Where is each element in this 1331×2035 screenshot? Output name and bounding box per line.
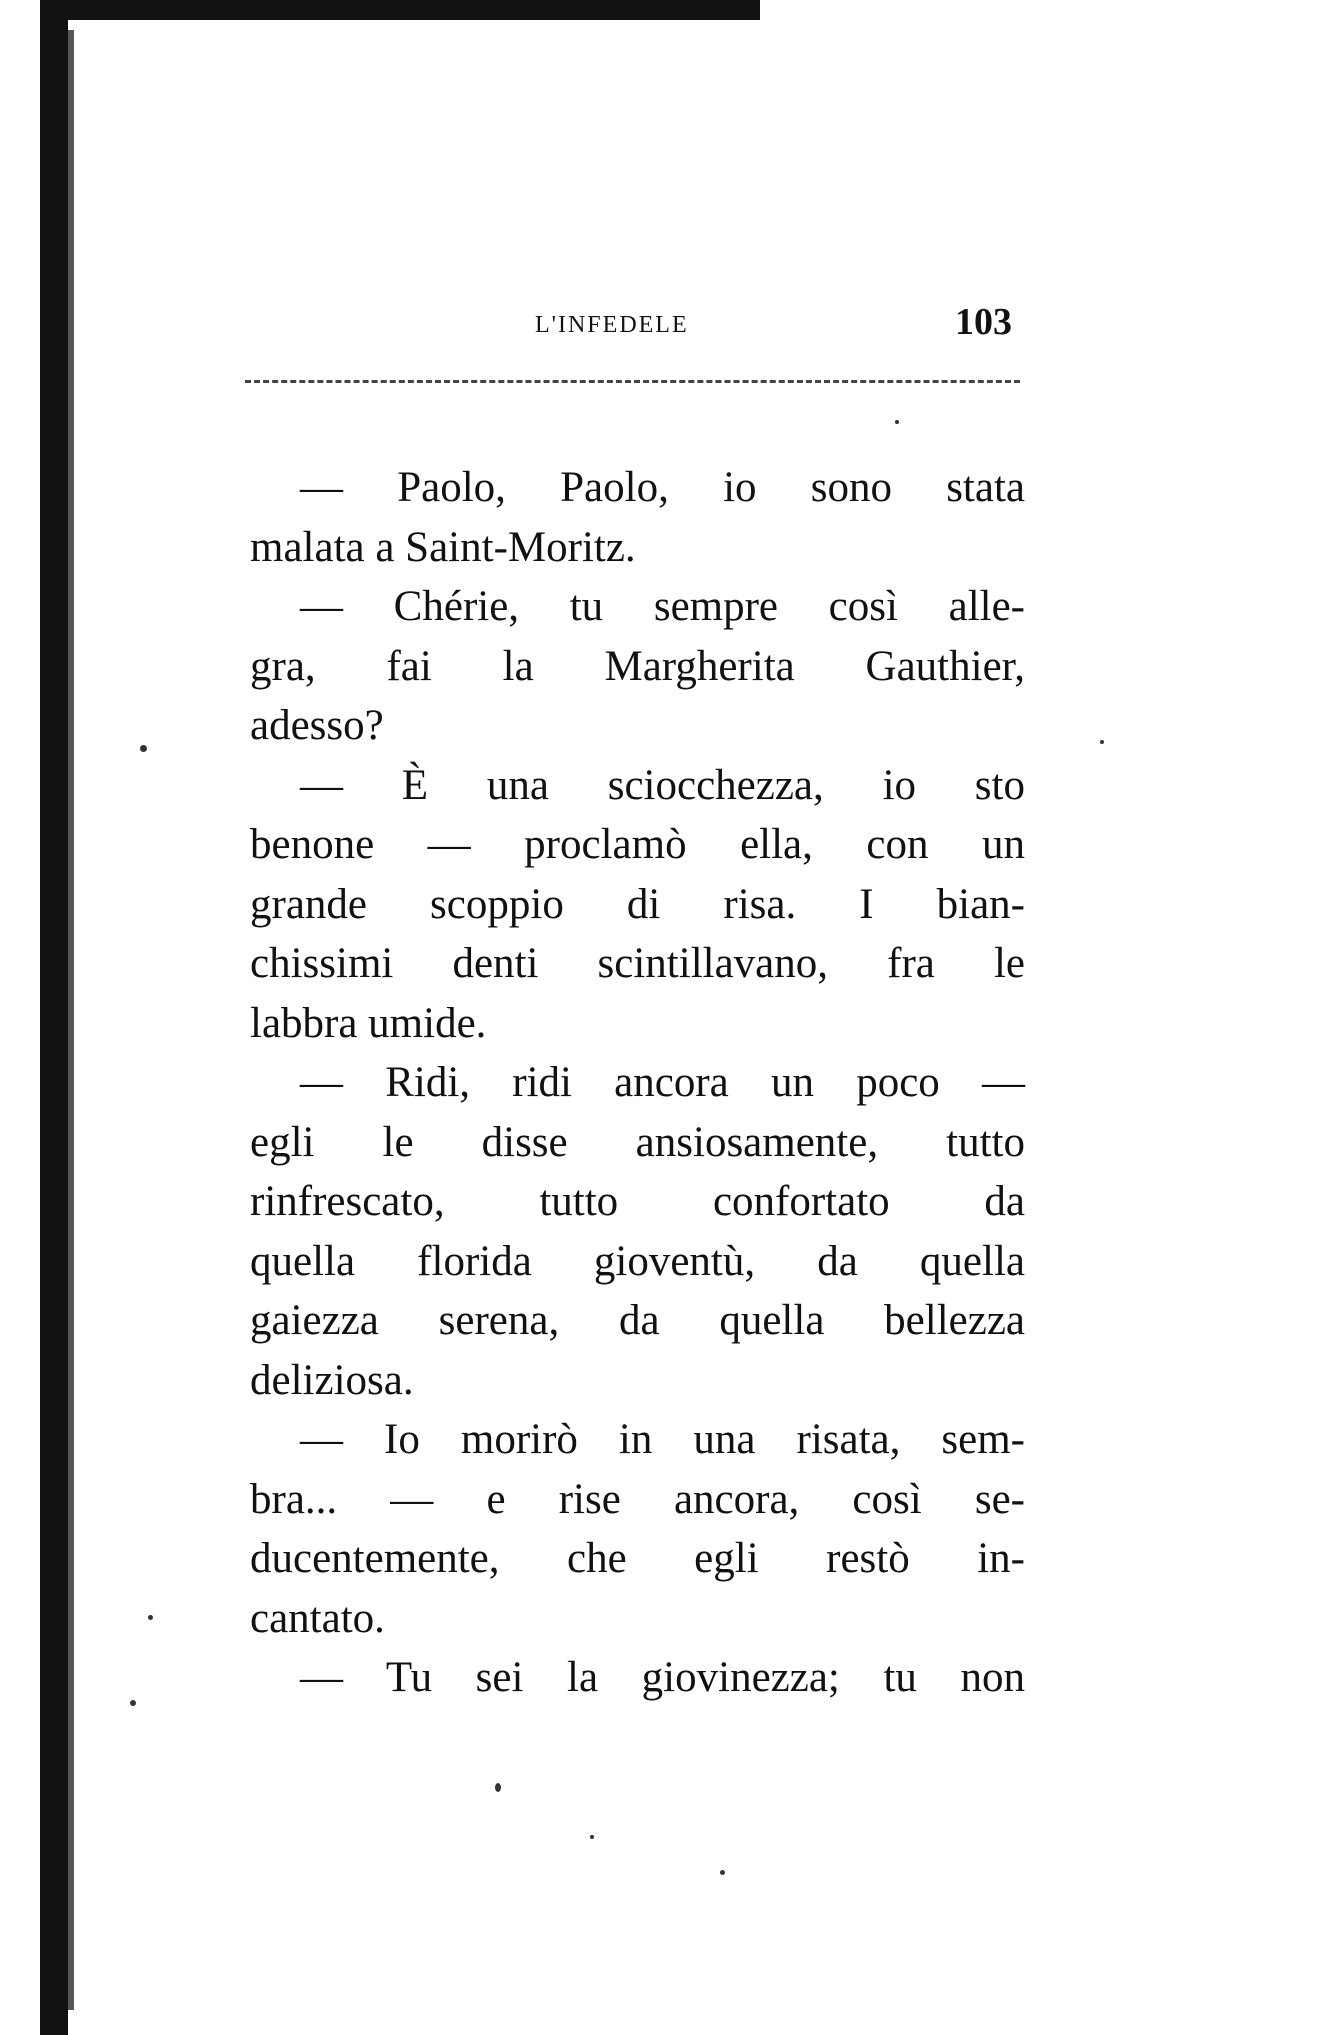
- scan-edge-shadow: [68, 30, 74, 2010]
- text-line: cantato.: [250, 1594, 385, 1642]
- text-line: rinfrescato, tutto confortato da: [250, 1178, 1025, 1225]
- text-line: chissimi denti scintillavano, fra le: [250, 940, 1025, 987]
- header-rule: [245, 380, 1020, 383]
- text-line: — Chérie, tu sempre così alle-: [300, 583, 1025, 630]
- scan-edge-top: [40, 0, 760, 20]
- running-head: L'INFEDELE: [535, 312, 689, 338]
- text-line: deliziosa.: [250, 1356, 414, 1404]
- text-line: — È una sciocchezza, io sto: [300, 761, 1025, 809]
- text-line: gra, fai la Margherita Gauthier,: [250, 642, 1025, 690]
- scan-speck: [895, 420, 899, 424]
- text-line: bra... — e rise ancora, così se-: [250, 1475, 1025, 1523]
- text-line: — Tu sei la giovinezza; tu non: [300, 1654, 1025, 1701]
- scan-speck: [1100, 740, 1104, 744]
- text-line: benone — proclamò ella, con un: [250, 821, 1025, 868]
- scan-speck: [130, 1700, 136, 1706]
- page-number: 103: [955, 301, 1012, 343]
- scan-speck: [590, 1835, 594, 1839]
- text-line: grande scoppio di risa. I bian-: [250, 880, 1025, 928]
- scan-speck: [495, 1783, 501, 1792]
- text-line: ducentemente, che egli restò in-: [250, 1535, 1025, 1582]
- text-line: quella florida gioventù, da quella: [250, 1237, 1025, 1285]
- text-line: egli le disse ansiosamente, tutto: [250, 1118, 1025, 1166]
- scan-edge-left: [40, 0, 68, 2035]
- text-line: adesso?: [250, 702, 384, 749]
- page-text: [250, 458, 1025, 1708]
- text-line: labbra umide.: [250, 999, 487, 1047]
- scan-speck: [148, 1615, 153, 1620]
- text-line: — Paolo, Paolo, io sono stata: [300, 464, 1025, 511]
- text-line: — Ridi, ridi ancora un poco —: [300, 1059, 1025, 1106]
- text-line: gaiezza serena, da quella bellezza: [250, 1297, 1025, 1344]
- scan-speck: [140, 745, 147, 752]
- text-line: — Io morirò in una risata, sem-: [300, 1416, 1025, 1463]
- scan-speck: [720, 1870, 725, 1875]
- text-line: malata a Saint-Moritz.: [250, 523, 636, 571]
